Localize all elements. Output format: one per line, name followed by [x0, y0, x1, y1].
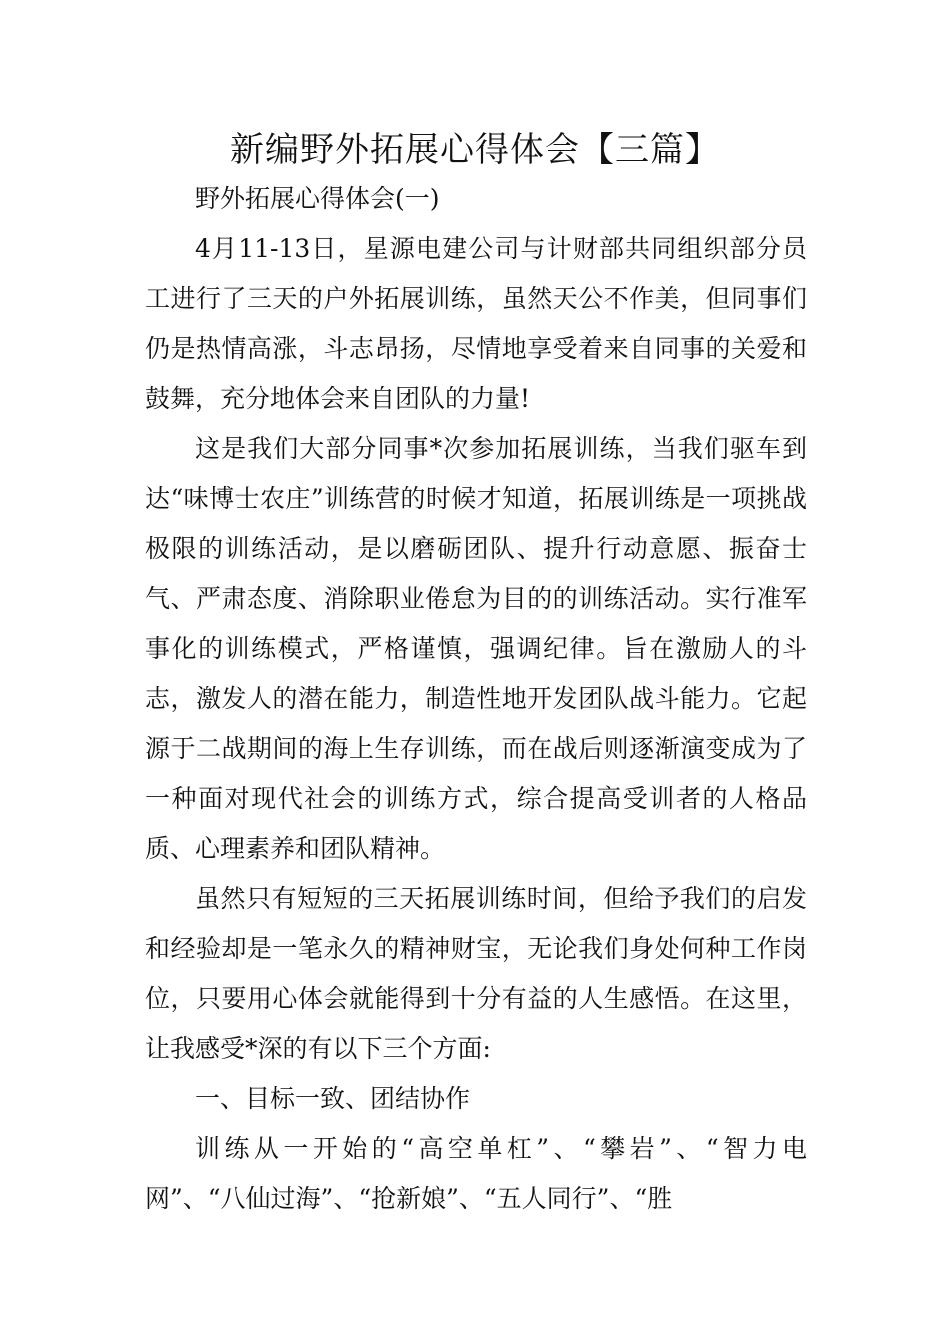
paragraph-2: 这是我们大部分同事*次参加拓展训练，当我们驱车到达“味博士农庄”训练营的时候才知道，拓展训练是一项挑战极限的训练活动，是以磨砺团队、提升行动意愿、振奋士气、严肃态度、消除职业倦怠为目的的训练活动。实行准军事化的训练模式，严格谨慎，强调纪律。旨在激励人的斗志，激发人的潜在能力，制造性地开发团队战斗能力。它起源于二战期间的海上生存训练，而在战后则逐渐演变成为了一种面对现代社会的训练方式，综合提高受训者的人格品质、心理素养和团队精神。 [145, 434, 807, 863]
paragraph-4: 训练从一开始的“高空单杠”、“攀岩”、“智力电网”、“八仙过海”、“抢新娘”、“五人同行”、“胜 [145, 1134, 807, 1213]
document-body [145, 174, 807, 1224]
paragraph-3: 虽然只有短短的三天拓展训练时间，但给予我们的启发和经验却是一笔永久的精神财宝，无论我们身处何种工作岗位，只要用心体会就能得到十分有益的人生感悟。在这里，让我感受*深的有以下三个方面: [145, 884, 807, 1063]
document-title: 新编野外拓展心得体会【三篇】 [230, 130, 720, 170]
subtitle: 野外拓展心得体会(一) [195, 184, 440, 213]
paragraph-1: 4月11-13日，星源电建公司与计财部共同组织部分员工进行了三天的户外拓展训练，虽然天公不作美，但同事们仍是热情高涨，斗志昂扬，尽情地享受着来自同事的关爱和鼓舞，充分地体会来自团队的力量! [145, 234, 807, 413]
section-heading: 一、目标一致、团结协作 [195, 1084, 471, 1113]
